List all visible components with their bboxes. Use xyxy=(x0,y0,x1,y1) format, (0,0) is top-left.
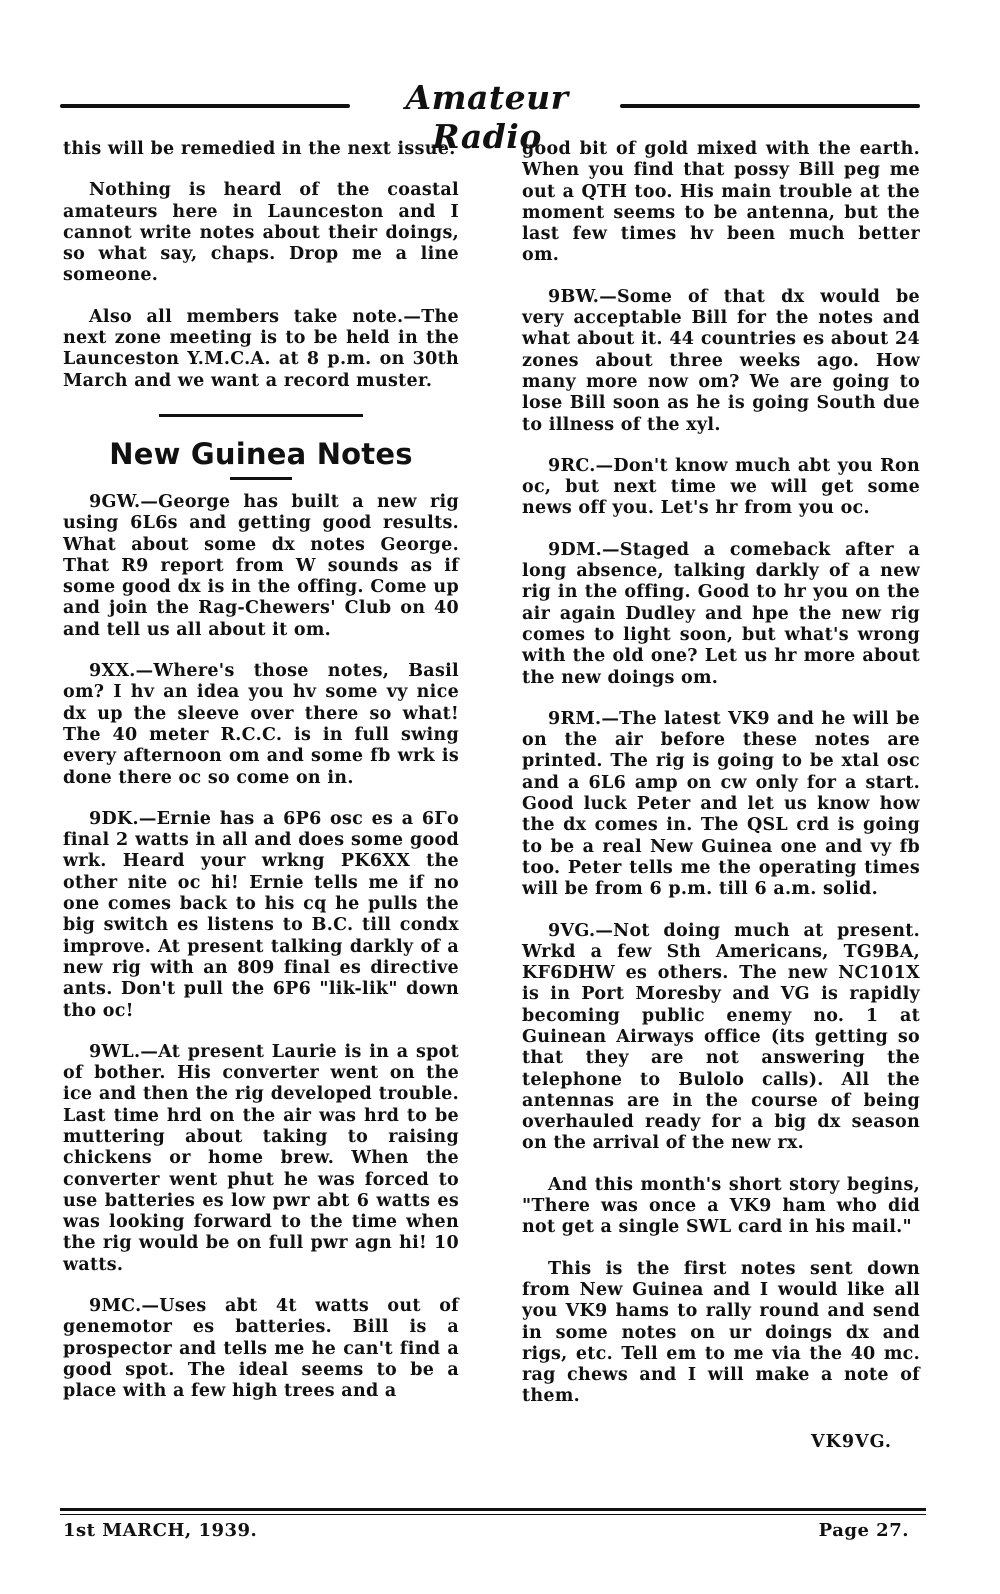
note-9mc: 9MC.—Uses abt 4t watts out of genemotor es batteries. Bill is a prospector and tells me he can't find a good spot. The ideal seems to be a place with a few high trees and a xyxy=(63,1296,459,1402)
left-column xyxy=(63,139,459,1423)
masthead-rule-left xyxy=(60,104,350,108)
note-9rc: 9RC.—Don't know much abt you Ron oc, but next time we will get some news off you. Let's hr from you oc. xyxy=(522,455,920,519)
note-9dm: 9DM.—Staged a comeback after a long absence, talking darkly of a new rig in the offing. Good to hr you on the air again Dudley and hpe the new rig comes to light soon, but what's wrong with the old one? Let us hr more about the new doings om. xyxy=(522,539,920,688)
signature: VK9VG. xyxy=(811,1431,892,1452)
note-9bw: 9BW.—Some of that dx would be very acceptable Bill for the notes and what about it. 44 countries es about 24 zones about three weeks ago. How many more now om? We are going to lose Bill soon as he is going South due to illness of the xyl. xyxy=(522,286,920,435)
note-9gw: 9GW.—George has built a new rig using 6L6s and getting good results. What about some dx notes George. That R9 report from W sounds as if some good dx is in the offing. Come up and join the Rag-Chewers' Club on 40 and tell us all about it om. xyxy=(63,491,459,640)
note-9rm: 9RM.—The latest VK9 and he will be on the air before these notes are printed. The rig is going to be xtal osc and a 6L6 amp on cw only for a start. Good luck Peter and let us know how the dx comes in. The QSL crd is going to be a real New Guinea one and vy fb too. Peter tells me the operating times will be from 6 p.m. till 6 a.m. solid. xyxy=(522,708,920,900)
continued-paragraph: this will be remedied in the next issue. xyxy=(63,139,456,159)
right-column xyxy=(522,139,920,1452)
note-9dk: 9DK.—Ernie has a 6P6 osc es a 6Γο final 2 watts in all and does some good wrk. Heard your wrkng PK6XX the other nite oc hi! Ernie tells me if no one comes back to his cq he pulls the big switch es listens to B.C. till condx improve. At present talking darkly of a new rig with an 809 final es directive ants. Don't pull the 6P6 "lik-lik" down tho oc! xyxy=(63,808,459,1021)
issue-date: 1st MARCH, 1939. xyxy=(63,1520,258,1541)
closing-paragraph: This is the first notes sent down from New Guinea and I would like all you VK9 hams to rally round and send in some notes on ur doings dx and rigs, etc. Tell em to me via the 40 mc. rag chews and I will make a note of them. xyxy=(522,1258,920,1407)
section-heading: New Guinea Notes xyxy=(109,436,413,471)
short-story-paragraph: And this month's short story begins, "There was once a VK9 ham who did not get a single SWL card in his mail." xyxy=(522,1174,920,1238)
zone-meeting-paragraph: Also all members take note.—The next zone meeting is to be held in the Launceston Y.M.C.A. at 8 p.m. on 30th March and we want a record muster. xyxy=(63,306,459,391)
heading-underline xyxy=(230,477,292,480)
note-9xx: 9XX.—Where's those notes, Basil om? I hv an idea you hv some vy nice dx up the sleeve over there so what! The 40 meter R.C.C. is in full swing every afternoon om and some fb wrk is done there oc so come on in. xyxy=(63,661,459,788)
footer-rule-top xyxy=(60,1508,926,1511)
note-9vg: 9VG.—Not doing much at present. Wrkd a few Sth Americans, TG9BA, KF6DHW es others. The new NC101X is in Port Moresby and VG is rapidly becoming public enemy no. 1 at Guinean Airways office (its getting so that they are not answering the telephone to Bulolo calls). All the antennas are in the course of being overhauled ready for a big dx season on the arrival of the new rx. xyxy=(522,920,920,1154)
section-divider xyxy=(159,414,363,417)
note-9mc-continued: good bit of gold mixed with the earth. When you find that possy Bill peg me out a QTH too. His main trouble at the moment seems to be antenna, but the last few times hv been much better om. xyxy=(522,139,920,266)
coastal-amateurs-paragraph: Nothing is heard of the coastal amateurs here in Launceston and I cannot write notes about their doings, so what say, chaps. Drop me a line someone. xyxy=(63,180,459,286)
publication-title: Amateur Radio xyxy=(405,78,569,156)
note-9wl: 9WL.—At present Laurie is in a spot of bother. His converter went on the ice and then the rig developed trouble. Last time hrd on the air was hrd to be muttering about taking to raising chickens or home brew. When the converter went phut he was forced to use batteries es low pwr abt 6 watts es was looking forward to the time when the rig would be on full pwr agn hi! 10 watts. xyxy=(63,1041,459,1275)
page-number: Page 27. xyxy=(818,1520,909,1541)
masthead-rule-right xyxy=(620,104,920,108)
footer-rule-bottom xyxy=(60,1514,926,1515)
